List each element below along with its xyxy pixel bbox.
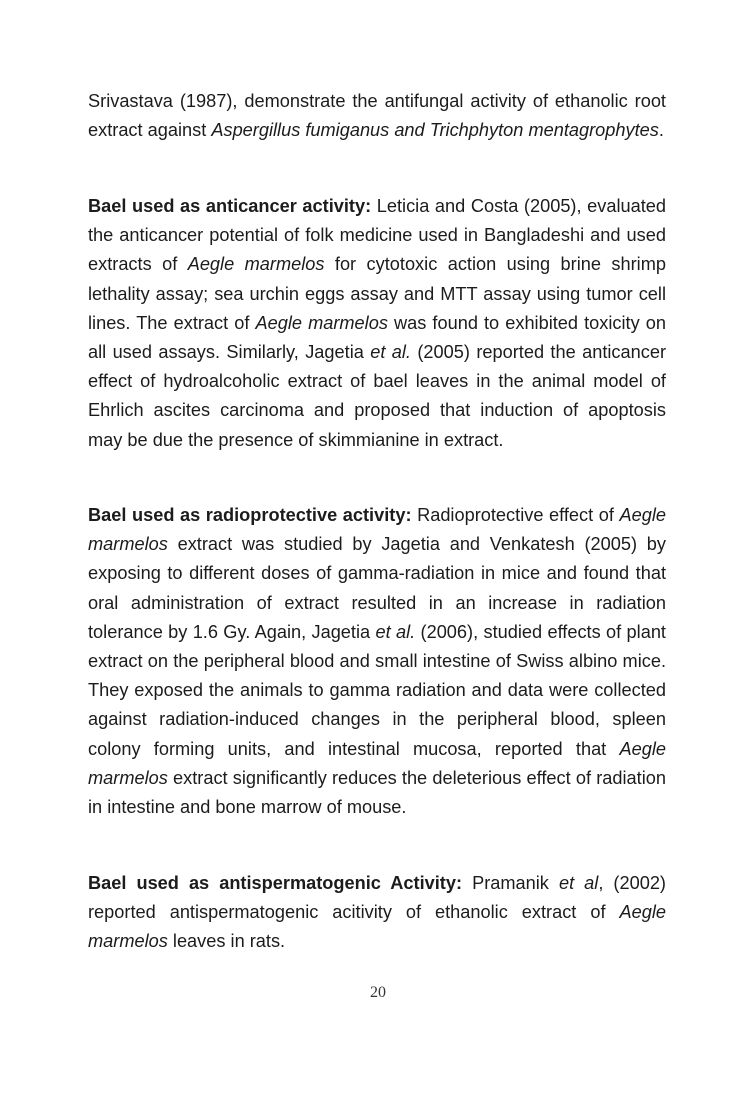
text-run: (2005) reported the anticancer effect of hydroalcoholic extract of bael leaves in the animal model of Ehrlich ascites carcinoma and proposed that induction of apoptosis may be due the presence of skimmianine in extract. [88, 342, 667, 450]
paragraph-radioprotective [88, 501, 666, 822]
text-run: was found to exhibited toxicity on all used assays. Similarly, Jagetia [88, 312, 666, 363]
paragraph-anticancer [88, 192, 666, 455]
species-name: Aegle marmelos [88, 902, 666, 952]
text-run: leaves in rats. [167, 931, 286, 952]
text-run: Leticia and Costa (2005), evaluated the anticancer potential of folk medicine used in Bangladeshi and used extracts of [88, 196, 667, 275]
paragraph-text [88, 501, 666, 822]
text-run: . [658, 120, 664, 141]
section-heading: Bael used as anticancer activity: [88, 196, 372, 216]
paragraph-antifungal [88, 87, 666, 145]
species-name: Aegle marmelos [88, 505, 666, 555]
species-name: Aegle marmelos [88, 738, 666, 788]
section-heading: Bael used as antispermatogenic Activity: [88, 873, 463, 893]
text-run: Srivastava (1987), demonstrate the antifungal activity of ethanolic root extract against [88, 91, 666, 141]
text-run: Pramanik [462, 873, 559, 893]
text-run: extract significantly reduces the deleterious effect of radiation in intestine and bone marrow of mouse. [88, 767, 666, 818]
text-run: extract was studied by Jagetia and Venkatesh (2005) by exposing to different doses of gamma-radiation in mice and found that oral administration of extract resulted in an increase in radiation tolerance by 1.6 Gy. Again, Jagetia [88, 534, 666, 642]
paragraph-text [88, 869, 666, 957]
et-al: et al. [370, 342, 411, 363]
et-al: et al. [375, 621, 416, 642]
species-name: Aspergillus fumiganus and Trichphyton mentagrophytes [211, 120, 659, 141]
text-run: , (2002) reported antispermatogenic acitivity of ethanolic extract of [88, 873, 666, 923]
page-number: 20 [370, 984, 386, 1001]
text-run: (2006), studied effects of plant extract on the peripheral blood and small intestine of Swiss albino mice. They exposed the animals to gamma radiation and data were collected against radiation-induced changes in the peripheral blood, spleen colony forming units, and intestinal mucosa, reported that [88, 621, 666, 759]
section-heading: Bael used as radioprotective activity: [88, 505, 412, 525]
species-name: Aegle marmelos [187, 254, 325, 275]
paragraph-antispermatogenic [88, 869, 666, 957]
paragraph-text [88, 192, 666, 455]
paragraph-text [88, 87, 666, 145]
species-name: Aegle marmelos [255, 312, 388, 333]
text-run: Radioprotective effect of [411, 505, 620, 525]
text-run: for cytotoxic action using brine shrimp lethality assay; sea urchin eggs assay and MTT assay using tumor cell lines. The extract of [88, 254, 666, 333]
et-al: et al [558, 873, 599, 893]
